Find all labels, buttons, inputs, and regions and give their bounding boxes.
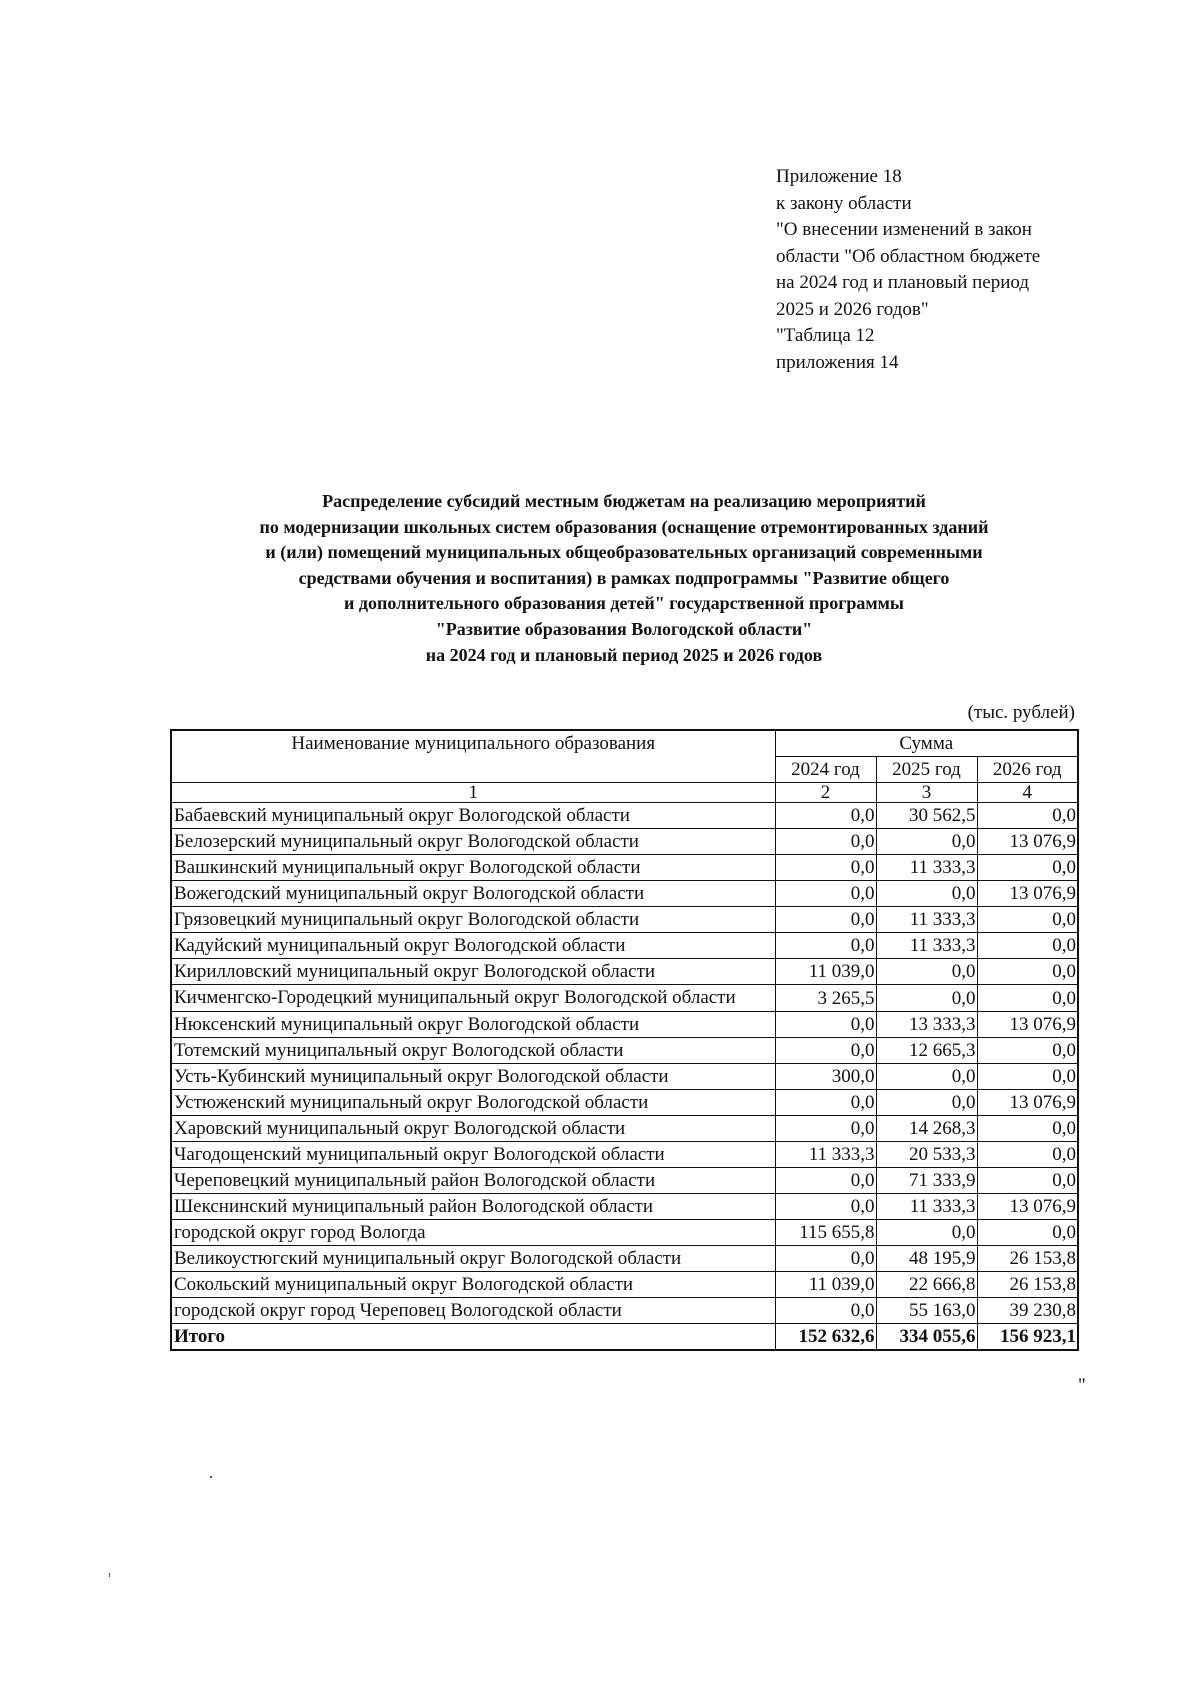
table-row	[171, 1038, 1078, 1064]
title-line: по модернизации школьных систем образования (оснащение отремонтированных зданий	[259, 516, 989, 537]
municipality-name: Кадуйский муниципальный округ Вологодской области	[171, 933, 775, 959]
amount-2025: 12 665,3	[876, 1038, 977, 1064]
amount-2025: 30 562,5	[876, 803, 977, 829]
municipality-name: Великоустюгский муниципальный округ Вологодской области	[171, 1246, 775, 1272]
table-row	[171, 1298, 1078, 1324]
table-row	[171, 959, 1078, 985]
title-line: "Развитие образования Вологодской области"	[435, 618, 813, 639]
amount-2024: 11 039,0	[775, 959, 876, 985]
amount-2026: 13 076,9	[977, 881, 1078, 907]
amount-2024: 0,0	[775, 933, 876, 959]
total-2024: 152 632,6	[775, 1324, 876, 1351]
amount-2026: 13 076,9	[977, 1194, 1078, 1220]
amount-2024: 0,0	[775, 907, 876, 933]
table-row	[171, 881, 1078, 907]
amount-2026: 39 230,8	[977, 1298, 1078, 1324]
amount-2025: 0,0	[876, 829, 977, 855]
appendix-line: Приложение 18	[776, 166, 902, 187]
amount-2026: 13 076,9	[977, 1090, 1078, 1116]
amount-2025: 22 666,8	[876, 1272, 977, 1298]
amount-2026: 13 076,9	[977, 829, 1078, 855]
amount-2025: 48 195,9	[876, 1246, 977, 1272]
closing-quote: "	[1078, 1375, 1086, 1396]
amount-2024: 0,0	[775, 803, 876, 829]
table-row	[171, 1272, 1078, 1298]
title-line: на 2024 год и плановый период 2025 и 2026 годов	[425, 644, 823, 665]
appendix-line: приложения 14	[776, 351, 899, 373]
amount-2026: 0,0	[977, 803, 1078, 829]
appendix-line: области "Об областном бюджете	[776, 245, 1041, 267]
appendix-line: на 2024 год и плановый период	[776, 272, 1030, 293]
amount-2026: 0,0	[977, 959, 1078, 985]
table-row	[171, 1090, 1078, 1116]
amount-2025: 20 533,3	[876, 1142, 977, 1168]
municipality-name: Харовский муниципальный округ Вологодской области	[171, 1116, 775, 1142]
municipality-name: Кирилловский муниципальный округ Вологодской области	[171, 959, 775, 985]
amount-2024: 0,0	[775, 1168, 876, 1194]
municipality-name: Кичменгско-Городецкий муниципальный округ Вологодской области	[171, 985, 775, 1012]
amount-2026: 0,0	[977, 1038, 1078, 1064]
column-number: 1	[171, 783, 775, 803]
municipality-name: Чагодощенский муниципальный округ Вологодской области	[171, 1142, 775, 1168]
appendix-reference	[776, 164, 1040, 376]
title-line: и (или) помещений муниципальных общеобразовательных организаций современными	[265, 542, 983, 563]
column-number: 2	[775, 783, 876, 803]
amount-2024: 11 333,3	[775, 1142, 876, 1168]
table-row	[171, 1194, 1078, 1220]
amount-2026: 0,0	[977, 1168, 1078, 1194]
municipality-name: Шекснинский муниципальный район Вологодской области	[171, 1194, 775, 1220]
header-name: Наименование муниципального образования	[171, 730, 775, 783]
municipality-name: Белозерский муниципальный округ Вологодской области	[171, 829, 775, 855]
amount-2024: 0,0	[775, 1090, 876, 1116]
municipality-name: Тотемский муниципальный округ Вологодской области	[171, 1038, 775, 1064]
table-row	[171, 1168, 1078, 1194]
amount-2025: 0,0	[876, 1064, 977, 1090]
amount-2025: 0,0	[876, 959, 977, 985]
header-sum: Сумма	[775, 730, 1078, 757]
amount-2024: 0,0	[775, 881, 876, 907]
table-row	[171, 1012, 1078, 1038]
column-number: 4	[977, 783, 1078, 803]
amount-2026: 0,0	[977, 855, 1078, 881]
municipality-name: Устюженский муниципальный округ Вологодской области	[171, 1090, 775, 1116]
amount-2025: 11 333,3	[876, 933, 977, 959]
table-row	[171, 1142, 1078, 1168]
municipality-name: Вашкинский муниципальный округ Вологодской области	[171, 855, 775, 881]
amount-2026: 0,0	[977, 1116, 1078, 1142]
amount-2025: 11 333,3	[876, 855, 977, 881]
appendix-line: 2025 и 2026 годов"	[776, 298, 929, 320]
table-row	[171, 1246, 1078, 1272]
amount-2026: 0,0	[977, 985, 1078, 1012]
amount-2025: 0,0	[876, 1220, 977, 1246]
municipality-name: Сокольский муниципальный округ Вологодской области	[171, 1272, 775, 1298]
table-row	[171, 933, 1078, 959]
municipality-name: Нюксенский муниципальный округ Вологодской области	[171, 1012, 775, 1038]
table-row	[171, 1064, 1078, 1090]
amount-2024: 300,0	[775, 1064, 876, 1090]
title-line: средствами обучения и воспитания) в рамках подпрограммы "Развитие общего	[298, 567, 950, 588]
table-row	[171, 1116, 1078, 1142]
amount-2026: 0,0	[977, 1220, 1078, 1246]
appendix-line: к закону области	[776, 192, 912, 214]
unit-label: (тыс. рублей)	[967, 702, 1075, 723]
amount-2024: 0,0	[775, 855, 876, 881]
municipality-name: Вожегодский муниципальный округ Вологодской области	[171, 881, 775, 907]
amount-2025: 13 333,3	[876, 1012, 977, 1038]
total-2026: 156 923,1	[977, 1324, 1078, 1351]
appendix-line: "О внесении изменений в закон	[776, 219, 1032, 240]
scan-speck	[210, 1476, 212, 1478]
amount-2026: 0,0	[977, 933, 1078, 959]
subsidy-table	[170, 729, 1079, 1351]
total-label: Итого	[171, 1324, 775, 1351]
amount-2024: 0,0	[775, 1038, 876, 1064]
municipality-name: Бабаевский муниципальный округ Вологодской области	[171, 803, 775, 829]
table-row	[171, 803, 1078, 829]
total-row	[171, 1324, 1078, 1351]
total-2025: 334 055,6	[876, 1324, 977, 1351]
municipality-name: Грязовецкий муниципальный округ Вологодской области	[171, 907, 775, 933]
amount-2025: 14 268,3	[876, 1116, 977, 1142]
amount-2024: 0,0	[775, 1246, 876, 1272]
amount-2026: 0,0	[977, 1142, 1078, 1168]
amount-2025: 71 333,9	[876, 1168, 977, 1194]
amount-2025: 0,0	[876, 881, 977, 907]
header-year-2024: 2024 год	[775, 757, 876, 783]
amount-2024: 0,0	[775, 1298, 876, 1324]
municipality-name: городской округ город Череповец Вологодской области	[171, 1298, 775, 1324]
title-line: и дополнительного образования детей" государственной программы	[344, 593, 904, 614]
document-title	[0, 489, 1200, 668]
amount-2026: 26 153,8	[977, 1246, 1078, 1272]
municipality-name: городской округ город Вологда	[171, 1220, 775, 1246]
amount-2024: 3 265,5	[775, 985, 876, 1012]
municipality-name: Череповецкий муниципальный район Вологодской области	[171, 1168, 775, 1194]
amount-2024: 0,0	[775, 1012, 876, 1038]
amount-2026: 13 076,9	[977, 1012, 1078, 1038]
table-row	[171, 907, 1078, 933]
municipality-name: Усть-Кубинский муниципальный округ Вологодской области	[171, 1064, 775, 1090]
amount-2024: 0,0	[775, 1116, 876, 1142]
amount-2025: 11 333,3	[876, 907, 977, 933]
table-row	[171, 985, 1078, 1012]
amount-2025: 0,0	[876, 1090, 977, 1116]
table-row	[171, 1220, 1078, 1246]
amount-2025: 11 333,3	[876, 1194, 977, 1220]
header-year-2025: 2025 год	[876, 757, 977, 783]
table-row	[171, 855, 1078, 881]
amount-2024: 0,0	[775, 829, 876, 855]
amount-2026: 0,0	[977, 1064, 1078, 1090]
amount-2025: 0,0	[876, 985, 977, 1012]
amount-2024: 0,0	[775, 1194, 876, 1220]
amount-2024: 115 655,8	[775, 1220, 876, 1246]
header-year-2026: 2026 год	[977, 757, 1078, 783]
title-line: Распределение субсидий местным бюджетам на реализацию мероприятий	[322, 491, 926, 511]
amount-2026: 26 153,8	[977, 1272, 1078, 1298]
amount-2026: 0,0	[977, 907, 1078, 933]
scan-speck	[109, 1573, 110, 1577]
appendix-line: "Таблица 12	[776, 325, 875, 346]
amount-2024: 11 039,0	[775, 1272, 876, 1298]
amount-2025: 55 163,0	[876, 1298, 977, 1324]
table-row	[171, 829, 1078, 855]
column-number: 3	[876, 783, 977, 803]
